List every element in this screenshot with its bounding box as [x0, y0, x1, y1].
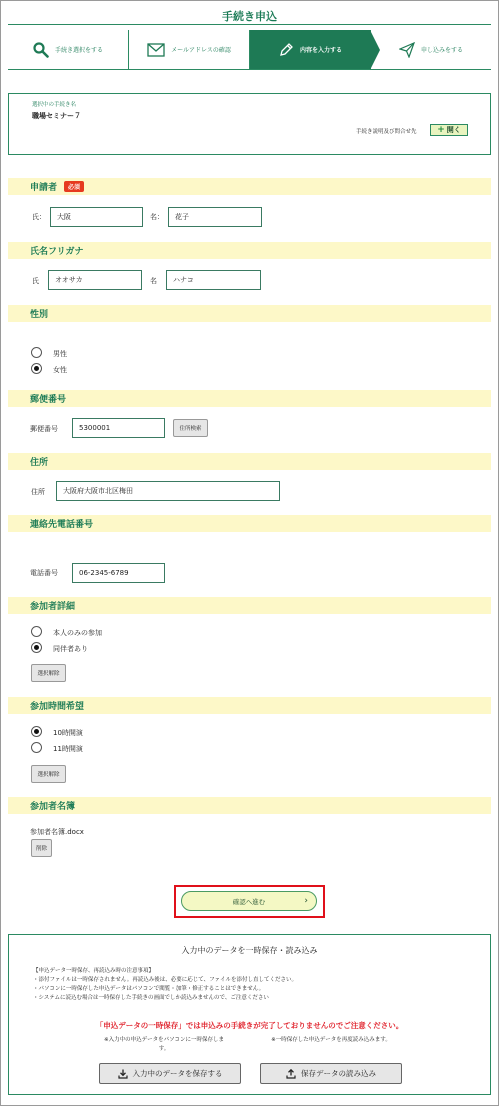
load-data-button[interactable] [260, 1063, 402, 1084]
time-clear-button[interactable]: 選択解除 [31, 765, 66, 783]
progress-steps [8, 30, 491, 70]
section-roster-heading [8, 797, 491, 814]
selected-procedure-box [8, 93, 491, 155]
save-data-button[interactable] [99, 1063, 241, 1084]
kana-last-name-input[interactable]: オオサカ [48, 270, 142, 290]
section-title: 住所 [30, 458, 49, 468]
address-label: 住所 [31, 488, 45, 496]
participant-companion-label: 同伴者あり [53, 645, 88, 653]
postal-label: 郵便番号 [30, 425, 58, 433]
address-search-button[interactable]: 住所検索 [173, 419, 208, 437]
address-input[interactable]: 大阪府大阪市北区梅田 [56, 481, 280, 501]
section-time-heading [8, 697, 491, 714]
participant-self-label: 本人のみの参加 [53, 629, 102, 637]
section-title: 性別 [30, 310, 49, 320]
gender-female-radio[interactable] [31, 363, 42, 374]
save-note: ※入力中の申込データをパソコンに一時保存します。 [104, 1037, 224, 1052]
step-enter-details [250, 30, 371, 69]
save-notes [33, 967, 297, 1003]
section-title: 連絡先電話番号 [30, 520, 94, 530]
kana-last-name-label: 氏 [32, 277, 39, 285]
time-11-radio[interactable] [31, 742, 42, 753]
gender-male-label: 男性 [53, 350, 67, 358]
participant-self-radio[interactable] [31, 626, 42, 637]
time-11-label: 11時開演 [53, 745, 83, 753]
participants-clear-button[interactable]: 選択解除 [31, 664, 66, 682]
step-label: 申し込みをする [420, 47, 463, 54]
open-help-label: 開く [446, 126, 461, 134]
download-icon [118, 1069, 128, 1079]
time-10-label: 10時開演 [53, 729, 83, 737]
save-note-line: ・添付ファイルは一時保存されません。再読込み後は、必要に応じて、ファイルを添付し直してください。 [33, 977, 298, 983]
step-select-procedure [8, 30, 129, 69]
section-gender-heading [8, 305, 491, 322]
save-note-line: ・パソコンに一時保存した申込データはパソコンで閲覧・加筆・修正することはできません。 [33, 986, 265, 992]
chevron-right-icon: › [304, 896, 308, 906]
plus-icon: + [437, 125, 445, 135]
step-label: 手続き選択をする [54, 47, 103, 54]
roster-delete-button[interactable]: 削除 [31, 839, 52, 857]
phone-label: 電話番号 [30, 569, 58, 577]
gender-female-label: 女性 [53, 366, 67, 374]
upload-icon [286, 1069, 296, 1079]
phone-input[interactable]: 06-2345-6789 [72, 563, 165, 583]
last-name-input[interactable]: 大阪 [50, 207, 143, 227]
last-name-label: 氏： [32, 213, 46, 221]
save-section-heading: 入力中のデータを一時保存・読み込み [181, 946, 318, 955]
section-participants-heading [8, 597, 491, 614]
page-title: 手続き申込 [222, 10, 277, 23]
section-postal-heading [8, 390, 491, 407]
gender-male-radio[interactable] [31, 347, 42, 358]
roster-file-name: 参加者名簿.docx [30, 828, 84, 836]
section-furigana-heading [8, 242, 491, 259]
envelope-icon [147, 43, 165, 57]
load-data-label: 保存データの読み込み [301, 1069, 376, 1078]
step-label: 内容を入力する [299, 47, 342, 54]
section-address-heading [8, 453, 491, 470]
save-warning: 「申込データの一時保存」では申込みの手続きが完了しておりませんのでご注意ください。 [95, 1021, 404, 1030]
section-title: 郵便番号 [30, 395, 67, 405]
save-note-line: ・システムに読込む場合は一時保存した手続きの画面でしか読込みませんので、ご注意ください [33, 995, 269, 1001]
participant-companion-radio[interactable] [31, 642, 42, 653]
kana-first-name-input[interactable]: ハナコ [166, 270, 261, 290]
save-note-line: 【申込データ一時保存、再読込み時の注意事項】 [33, 968, 155, 974]
procedure-name: 職場セミナー７ [32, 112, 81, 120]
procedure-help-text: 手続き説明及び問合せ先 [356, 129, 417, 135]
open-help-button[interactable] [430, 124, 468, 136]
postal-code-input[interactable]: 5300001 [72, 418, 165, 438]
send-icon [399, 42, 415, 58]
search-icon [33, 42, 49, 58]
section-title: 参加者詳細 [30, 602, 76, 612]
first-name-label: 名： [150, 213, 164, 221]
step-submit [371, 30, 491, 69]
section-title: 参加時間希望 [30, 702, 85, 712]
step-label: メールアドレスの確認 [171, 47, 231, 54]
section-title: 氏名フリガナ [30, 247, 84, 257]
title-divider [8, 24, 491, 25]
section-phone-heading [8, 515, 491, 532]
first-name-input[interactable]: 花子 [168, 207, 262, 227]
procedure-label: 選択中の手続き名 [32, 102, 77, 108]
section-title: 参加者名簿 [30, 802, 76, 812]
save-load-section [8, 934, 491, 1095]
save-data-label: 入力中のデータを保存する [132, 1069, 223, 1078]
time-10-radio[interactable] [31, 726, 42, 737]
kana-first-name-label: 名 [150, 277, 157, 285]
pencil-icon [278, 42, 294, 58]
section-applicant-heading [8, 178, 491, 195]
load-note: ※一時保存した申込データを再度読み込みます。 [271, 1037, 391, 1043]
confirm-button-label: 確認へ進む [232, 897, 266, 906]
section-title: 申請者 [30, 183, 58, 193]
step-verify-email [129, 30, 250, 69]
required-badge: 必須 [64, 181, 84, 192]
confirm-button[interactable] [181, 891, 317, 911]
